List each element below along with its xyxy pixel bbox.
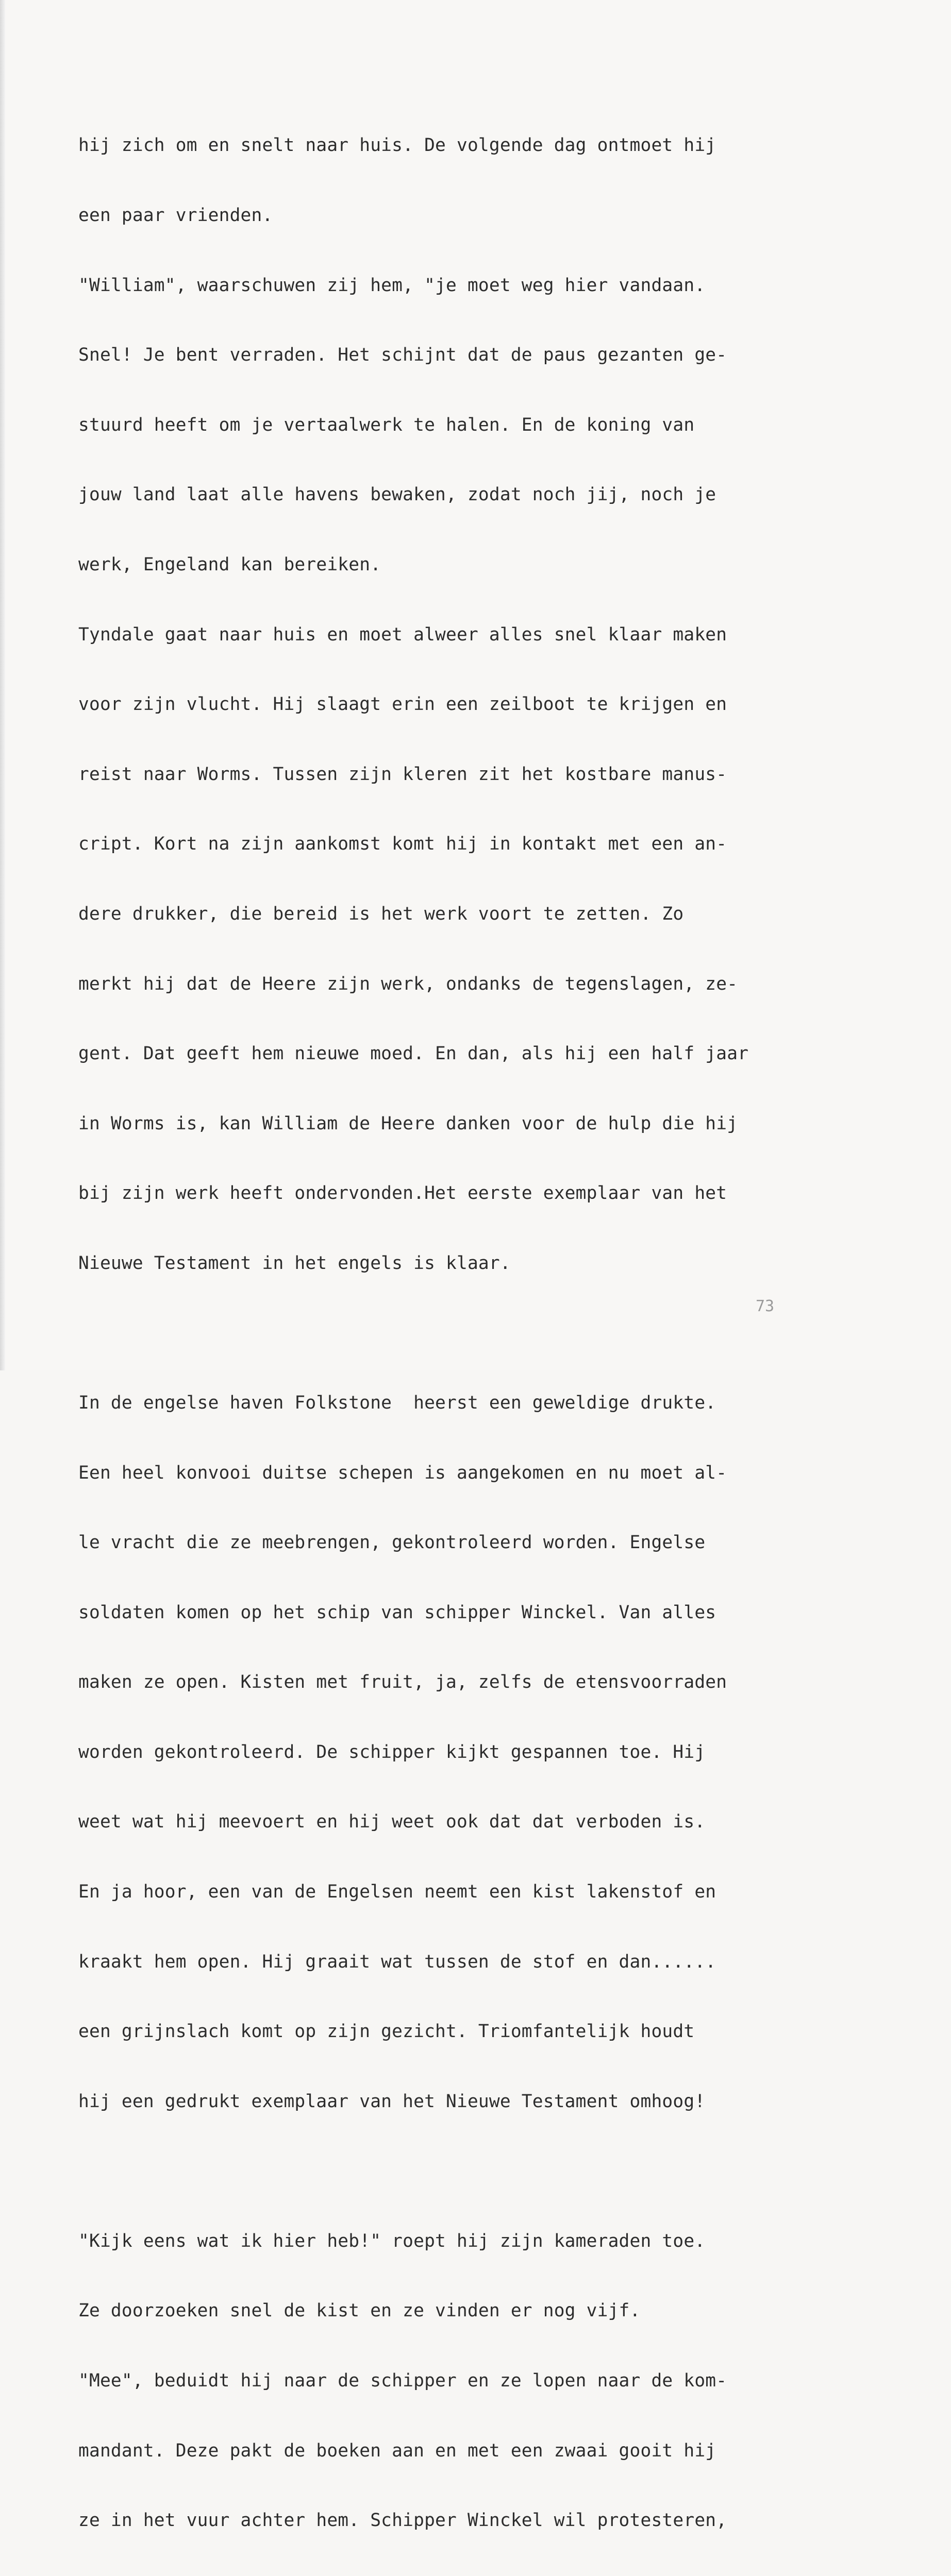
- text-line: Een heel konvooi duitse schepen is aangekomen en nu moet al-: [78, 1462, 727, 1483]
- text-line: merkt hij dat de Heere zijn werk, ondanks de tegenslagen, ze-: [78, 973, 738, 994]
- text-line: ze in het vuur achter hem. Schipper Winckel wil protesteren,: [78, 2510, 727, 2531]
- text-line: "Kijk eens wat ik hier heb!" roept hij zijn kameraden toe.: [78, 2230, 706, 2251]
- text-line: gent. Dat geeft hem nieuwe moed. En dan, als hij een half jaar: [78, 1043, 749, 1064]
- text-line: dere drukker, die bereid is het werk voort te zetten. Zo: [78, 903, 684, 924]
- text-line: in Worms is, kan William de Heere danken voor de hulp die hij: [78, 1113, 738, 1134]
- text-line: werk, Engeland kan bereiken.: [78, 554, 381, 575]
- text-line: reist naar Worms. Tussen zijn kleren zit het kostbare manus-: [78, 764, 727, 785]
- text-line: soldaten komen op het schip van schipper Winckel. Van alles: [78, 1602, 716, 1623]
- text-line: In de engelse haven Folkstone heerst een geweldige drukte.: [78, 1392, 716, 1413]
- text-line: maken ze open. Kisten met fruit, ja, zelfs de etensvoorraden: [78, 1672, 727, 1693]
- text-line: Tyndale gaat naar huis en moet alweer alles snel klaar maken: [78, 624, 727, 645]
- page-edge-shadow: [0, 0, 5, 1370]
- text-line: "William", waarschuwen zij hem, "je moet weg hier vandaan.: [78, 275, 706, 296]
- paragraph-3: [78, 2183, 841, 2576]
- text-line: cript. Kort na zijn aankomst komt hij in kontakt met een an-: [78, 834, 727, 855]
- text-line: Snel! Je bent verraden. Het schijnt dat de paus gezanten ge-: [78, 345, 727, 366]
- text-line: hij zich om en snelt naar huis. De volgende dag ontmoet hij: [78, 135, 716, 156]
- text-line: Nieuwe Testament in het engels is klaar.: [78, 1252, 511, 1274]
- text-line: hij een gedrukt exemplaar van het Nieuwe Testament omhoog!: [78, 2091, 706, 2112]
- paragraph-1: [78, 88, 841, 1322]
- text-line: bij zijn werk heeft ondervonden.Het eerste exemplaar van het: [78, 1183, 727, 1204]
- text-line: voor zijn vlucht. Hij slaagt erin een zeilboot te krijgen en: [78, 694, 727, 715]
- page-number: 73: [756, 1297, 775, 1315]
- text-line: weet wat hij meevoert en hij weet ook dat dat verboden is.: [78, 1811, 706, 1833]
- text-line: kraakt hem open. Hij graait wat tussen de stof en dan......: [78, 1951, 716, 1972]
- paragraph-2: [78, 1345, 841, 2160]
- text-line: mandant. Deze pakt de boeken aan en met een zwaai gooit hij: [78, 2440, 716, 2461]
- text-line: jouw land laat alle havens bewaken, zodat noch jij, noch je: [78, 484, 716, 505]
- text-line: le vracht die ze meebrengen, gekontroleerd worden. Engelse: [78, 1532, 706, 1553]
- text-line: En ja hoor, een van de Engelsen neemt een kist lakenstof en: [78, 1882, 716, 1903]
- text-line: worden gekontroleerd. De schipper kijkt gespannen toe. Hij: [78, 1741, 706, 1762]
- text-line: een paar vrienden.: [78, 205, 273, 226]
- text-line: "Mee", beduidt hij naar de schipper en ze lopen naar de kom-: [78, 2370, 727, 2392]
- text-line: stuurd heeft om je vertaalwerk te halen. En de koning van: [78, 414, 695, 435]
- text-line: een grijnslach komt op zijn gezicht. Triomfantelijk houdt: [78, 2021, 695, 2042]
- text-line: Ze doorzoeken snel de kist en ze vinden er nog vijf.: [78, 2300, 641, 2321]
- body-text: [78, 88, 841, 2576]
